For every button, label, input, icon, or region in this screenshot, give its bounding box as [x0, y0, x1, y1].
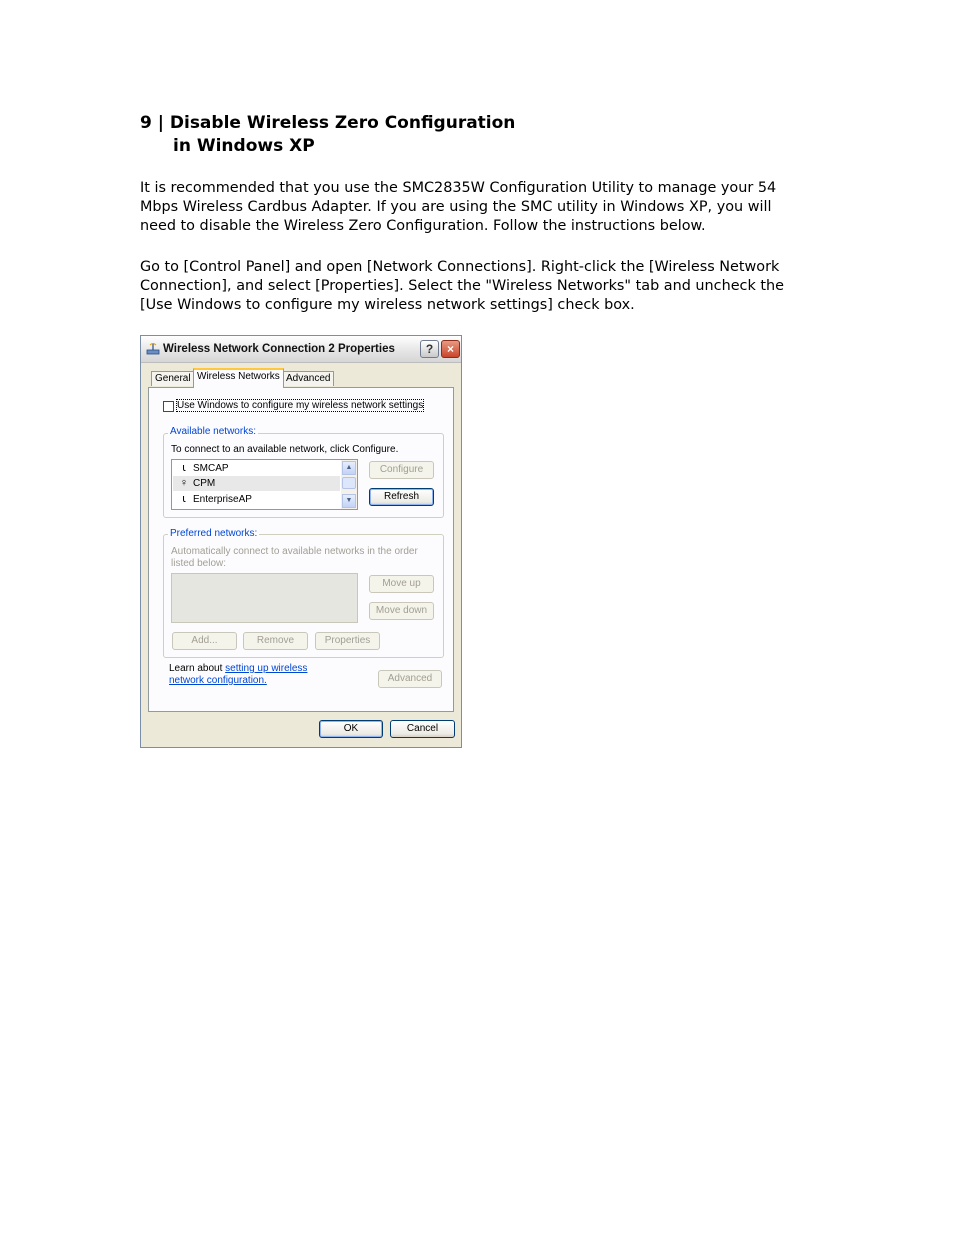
scroll-thumb[interactable] — [342, 477, 356, 489]
configure-button[interactable]: Configure — [369, 461, 434, 479]
scroll-down-icon[interactable]: ▼ — [342, 494, 356, 508]
learn-about-prefix: Learn about — [169, 663, 223, 674]
adhoc-icon: ♀ — [179, 477, 189, 489]
available-instruction: To connect to an available network, click Configure. — [171, 444, 399, 455]
available-networks-title: Available networks: — [170, 426, 256, 437]
preferred-networks-list[interactable] — [171, 573, 358, 623]
help-button[interactable]: ? — [420, 340, 439, 358]
list-item[interactable]: ♀ CPM — [173, 476, 340, 491]
heading-line-2: in Windows XP — [173, 136, 315, 156]
remove-button[interactable]: Remove — [243, 632, 308, 650]
list-item[interactable]: ꙇ SMCAP — [173, 461, 340, 476]
properties-dialog — [140, 335, 462, 748]
add-button[interactable]: Add... — [172, 632, 237, 650]
use-windows-label[interactable]: Use Windows to configure my wireless network settings — [177, 400, 424, 411]
tab-advanced[interactable]: Advanced — [282, 371, 334, 386]
refresh-button[interactable]: Refresh — [369, 488, 434, 506]
heading-line-1: 9 | Disable Wireless Zero Configuration — [140, 113, 516, 133]
tab-wireless-networks[interactable]: Wireless Networks — [193, 368, 284, 388]
available-networks-list[interactable] — [171, 459, 358, 510]
scroll-up-icon[interactable]: ▲ — [342, 461, 356, 475]
section-heading — [140, 112, 515, 158]
move-down-button[interactable]: Move down — [369, 602, 434, 620]
advanced-button[interactable]: Advanced — [378, 670, 442, 688]
properties-button[interactable]: Properties — [315, 632, 380, 650]
instructions-paragraph: Go to [Control Panel] and open [Network Connections]. Right-click the [Wireless Network Connection], and select [Properties]. Select the "Wireless Networks" tab and uncheck the [Use Windows to configure my wireless network settings] check box. — [140, 259, 784, 313]
close-button[interactable]: × — [441, 340, 460, 358]
list-item[interactable]: ꙇ EnterpriseAP — [173, 492, 340, 507]
cancel-button[interactable]: Cancel — [390, 720, 455, 738]
preferred-instruction: Automatically connect to available networks in the order listed below: — [171, 546, 418, 569]
move-up-button[interactable]: Move up — [369, 575, 434, 593]
wireless-networks-panel — [148, 387, 454, 712]
use-windows-checkbox[interactable] — [163, 401, 174, 412]
learn-about-text — [169, 663, 339, 687]
ok-button[interactable]: OK — [319, 720, 383, 738]
tab-general[interactable]: General — [151, 371, 195, 386]
learn-more-link[interactable]: setting up wireless network configuration. — [169, 663, 308, 686]
list-scrollbar[interactable] — [341, 460, 357, 509]
antenna-icon: ꙇ — [182, 462, 186, 474]
network-connection-icon — [146, 342, 160, 356]
antenna-icon: ꙇ — [182, 493, 186, 505]
preferred-networks-title: Preferred networks: — [170, 528, 258, 539]
dialog-title: Wireless Network Connection 2 Properties — [163, 343, 395, 355]
intro-paragraph: It is recommended that you use the SMC2835W Configuration Utility to manage your 54 Mbps Wireless Cardbus Adapter. If you are using the SMC utility in Windows XP, you will need to disable the Wireless Zero Configuration. Follow the instructions below. — [140, 180, 777, 234]
dialog-titlebar — [141, 336, 461, 363]
